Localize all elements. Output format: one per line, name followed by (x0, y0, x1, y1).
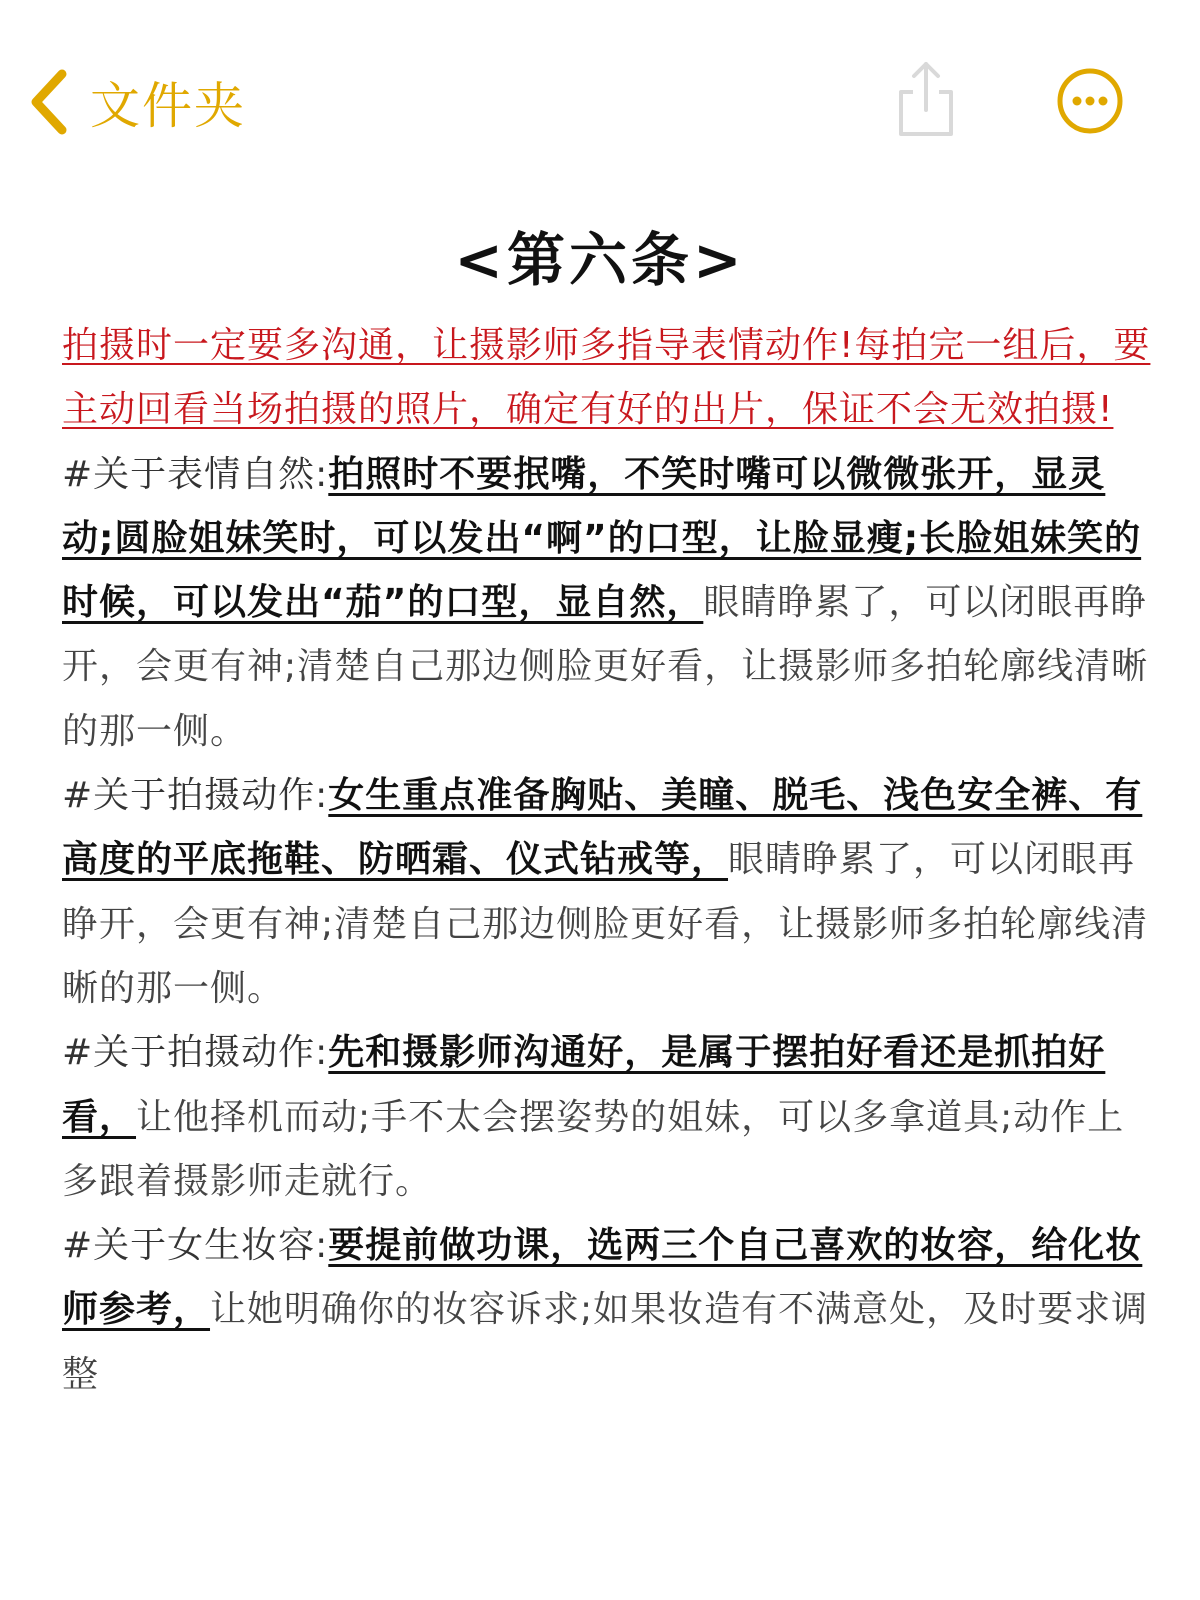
section-emphasis: 先和摄影师沟通好，是属于摆拍好看还是抓拍好看， (62, 1032, 1106, 1138)
section-makeup (62, 1214, 1152, 1407)
share-icon (893, 58, 959, 140)
back-label: 文件夹 (90, 77, 246, 135)
section-expression (62, 443, 1152, 764)
share-button[interactable] (893, 58, 959, 140)
lead-paragraph (62, 314, 1152, 443)
section-emphasis: 拍照时不要抿嘴，不笑时嘴可以微微张开，显灵动;圆脸姐妹笑时，可以发出“啊”的口型，让脸显瘦;长脸姐妹笑的时候，可以发出“茄”的口型，显自然， (62, 453, 1142, 624)
section-body: 让她明确你的妆容诉求;如果妆造有不满意处，及时要求调整 (62, 1289, 1149, 1395)
back-button[interactable] (22, 62, 246, 142)
section-emphasis: 要提前做功课，选两三个自己喜欢的妆容，给化妆师参考， (62, 1225, 1143, 1331)
note-content (62, 314, 1152, 1407)
section-prep (62, 764, 1152, 1021)
section-motion (62, 1021, 1152, 1214)
section-tag: #关于拍摄动作: (62, 1032, 329, 1074)
more-icon (1056, 67, 1124, 135)
nav-bar (0, 0, 1200, 200)
section-tag: #关于拍摄动作: (62, 775, 329, 817)
more-button[interactable] (1056, 67, 1124, 135)
section-body: 眼睛睁累了，可以闭眼再睁开，会更有神;清楚自己那边侧脸更好看，让摄影师多拍轮廓线清晰的那一侧。 (62, 582, 1149, 752)
section-emphasis: 女生重点准备胸贴、美瞳、脱毛、浅色安全裤、有高度的平底拖鞋、防晒霜、仪式钻戒等， (62, 775, 1143, 881)
section-body: 让他择机而动;手不太会摆姿势的姐妹，可以多拿道具;动作上多跟着摄影师走就行。 (62, 1096, 1125, 1202)
chevron-left-icon (22, 62, 86, 142)
section-tag: #关于表情自然: (62, 453, 329, 495)
section-body: 眼睛睁累了，可以闭眼再睁开，会更有神;清楚自己那边侧脸更好看，让摄影师多拍轮廓线清晰的那一侧。 (62, 839, 1149, 1009)
lead-text: 拍摄时一定要多沟通，让摄影师多指导表情动作!每拍完一组后，要主动回看当场拍摄的照片，确定有好的出片，保证不会无效拍摄! (62, 325, 1151, 431)
section-tag: #关于女生妆容: (62, 1225, 329, 1267)
note-title: <第六条> (454, 226, 746, 294)
